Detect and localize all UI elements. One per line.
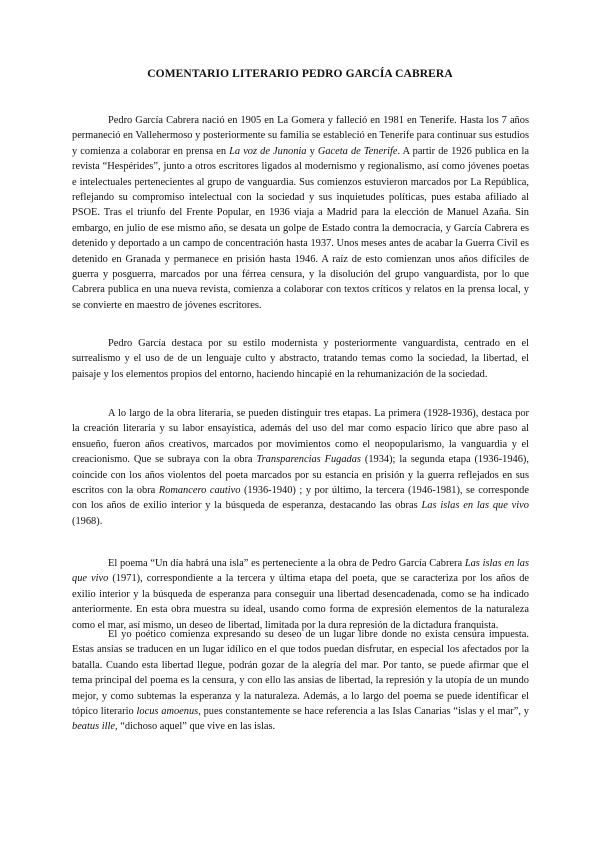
paragraph-style: Pedro García destaca por su estilo modernista y posteriormente vanguardista, centrado en el surrealismo y el uso de de un lenguaje culto y abstracto, tratando temas como la sociedad, la libertad, el paisaje y los elementos propios del entorno, haciendo hincapié en la rehumanización de la sociedad. bbox=[72, 338, 529, 380]
paragraph-stages: A lo largo de la obra literaria, se pueden distinguir tres etapas. La primera (1928-1936), destaca por la creación literaria y su labor ensayística, además del uso del mar como espacio lírico que abre paso al ensueño, fueron años creativos, marcados por movimientos como el neopopularismo, la vanguardia y el creacionismo. Que se subraya con la obra Transparencias Fugadas (1934); la segunda etapa (1936-1946), coincide con los años violentos del poeta marcados por su estancia en prisión y la guerra reflejados en sus escritos con la obra Romancero cautivo (1936-1940) ; y por último, la tercera (1946-1981), se corresponde con los años de exilio interior y la búsqueda de esperanza, destacando las obras Las islas en las que vivo (1968). bbox=[72, 408, 529, 527]
paragraph-poem-context: El poema “Un día habrá una isla” es perteneciente a la obra de Pedro García Cabrera Las islas en las que vivo (1971), correspondiente a la tercera y última etapa del poeta, que se caracteriza por los años de exilio interior y la búsqueda de esperanza para conseguir una libertad desencadenada, como se ha indicado anteriormente. En esta obra muestra su ideal, usando como forma de expresión elementos de la naturaleza como el mar, así mismo, un deseo de libertad, limitada por la dura represión de la dictadura franquista. bbox=[72, 558, 530, 631]
paragraph-poem-analysis: El yo poético comienza expresando su deseo de un lugar libre donde no exista censura impuesta. Estas ansias se traducen en un lugar idílico en el que todos puedan disfrutar, en especial los afectados por la batalla. Cuando esta libertad llegue, podrán gozar de la alegría del mar. Por tanto, se puede afirmar que el tema principal del poema es la censura, y con ello las ansias de libertad, la represión y la utopía de un mundo mejor, y como subtemas la esperanza y la naturaleza. Además, a lo largo del poema se puede identificar el tópico literario locus amoenus, pues constantemente se hace referencia a las Islas Canarias “islas y el mar”, y beatus ille, “dichoso aquel” que vive en las islas. bbox=[72, 629, 529, 733]
paragraph-biography: Pedro García Cabrera nació en 1905 en La Gomera y falleció en 1981 en Tenerife. Hasta los 7 años permaneció en Vallehermoso y posteriormente su familia se estableció en Tenerife para continuar sus estudios y comienza a colaborar en prensa en La voz de Junonia y Gaceta de Tenerife. A partir de 1926 publica en la revista “Hespérides”, junto a otros escritores ligados al modernismo y regionalismo, así como jóvenes poetas e intelectuales pertenecientes al grupo de vanguardia. Sus comienzos estuvieron marcados por La República, reflejando su compromiso intelectual con la sociedad y sus inquietudes políticas, pues estaba afiliado al PSOE. Tras el triunfo del Frente Popular, en 1936 viaja a Madrid para la elección de Manuel Azaña. Sin embargo, en julio de ese mismo año, se desata un golpe de Estado contra la democracia, y García Cabrera es detenido y deportado a un campo de concentración hasta 1937. Unos meses antes de acabar la Guerra Civil es detenido en Granada y permanece en prisión hasta 1946. A raíz de esto comienzan unos años difíciles de guerra y posguerra, marcados por una férrea censura, y la disolución del grupo vanguardista, por lo que Cabrera publica en una nueva revista, comienza a colaborar con textos críticos y relatos en la prensa local, y se convierte en maestro de jóvenes escritores. bbox=[72, 115, 530, 311]
document-title: COMENTARIO LITERARIO PEDRO GARCÍA CABRERA bbox=[147, 68, 453, 80]
